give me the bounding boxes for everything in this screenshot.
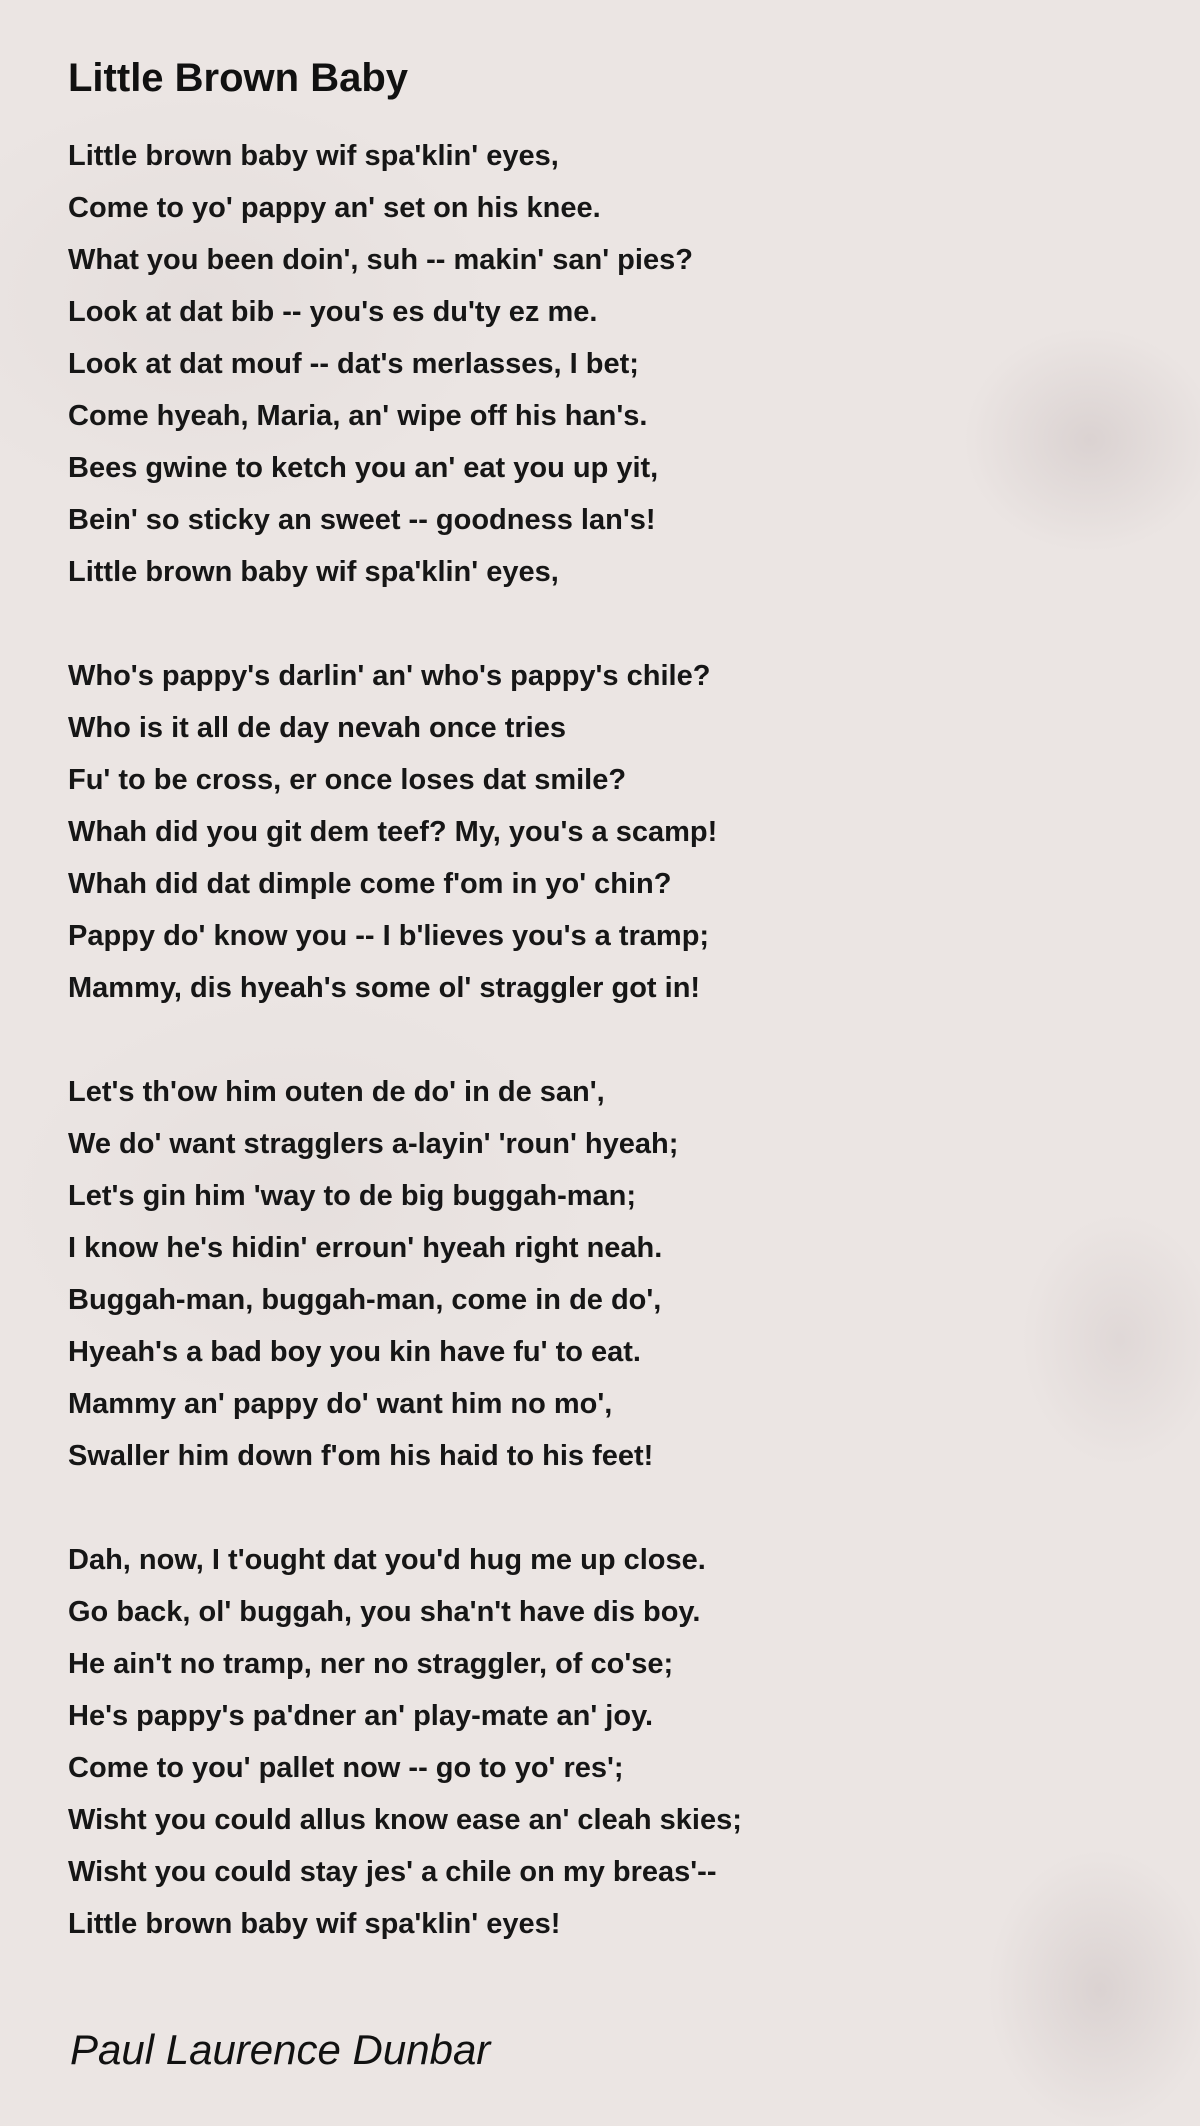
poem-line: Wisht you could stay jes' a chile on my breas'--: [68, 1856, 717, 1888]
poem-line: Mammy, dis hyeah's some ol' straggler got in!: [68, 972, 701, 1004]
poem-line: Go back, ol' buggah, you sha'n't have dis boy.: [68, 1596, 701, 1628]
poem-title: Little Brown Baby: [68, 56, 409, 100]
poem-line: Whah did you git dem teef? My, you's a scamp!: [68, 816, 718, 848]
poem-line: He ain't no tramp, ner no straggler, of co'se;: [68, 1648, 674, 1680]
poem-line: Pappy do' know you -- I b'lieves you's a tramp;: [68, 920, 710, 952]
poem-line: Come to yo' pappy an' set on his knee.: [68, 192, 601, 224]
poem-line: Who is it all de day nevah once tries: [68, 712, 566, 744]
poem-line: Little brown baby wif spa'klin' eyes!: [68, 1908, 561, 1940]
poem-line: Come to you' pallet now -- go to yo' res';: [68, 1752, 624, 1784]
poem-line: Look at dat bib -- you's es du'ty ez me.: [68, 296, 598, 328]
poem-line: Mammy an' pappy do' want him no mo',: [68, 1388, 613, 1420]
poem-line: I know he's hidin' erroun' hyeah right neah.: [68, 1232, 663, 1264]
poem-line: Whah did dat dimple come f'om in yo' chin?: [68, 868, 672, 900]
poem-container: [68, 52, 1068, 2002]
poem-line: Who's pappy's darlin' an' who's pappy's chile?: [68, 660, 711, 692]
poem-line: Bees gwine to ketch you an' eat you up yit,: [68, 452, 659, 484]
poem-line: What you been doin', suh -- makin' san' pies?: [68, 244, 693, 276]
poem-line: Bein' so sticky an sweet -- goodness lan's!: [68, 504, 656, 536]
poem-line: Dah, now, I t'ought dat you'd hug me up close.: [68, 1544, 706, 1576]
poem-author: Paul Laurence Dunbar: [70, 2026, 491, 2073]
stanza: [68, 130, 1068, 598]
poem-line: Hyeah's a bad boy you kin have fu' to eat.: [68, 1336, 641, 1368]
poem-line: Let's th'ow him outen de do' in de san',: [68, 1076, 605, 1108]
poem-line: Buggah-man, buggah-man, come in de do',: [68, 1284, 662, 1316]
poem-line: Fu' to be cross, er once loses dat smile?: [68, 764, 627, 796]
poem-line: Come hyeah, Maria, an' wipe off his han's.: [68, 400, 648, 432]
poem-line: Let's gin him 'way to de big buggah-man;: [68, 1180, 637, 1212]
poem-line: Swaller him down f'om his haid to his feet!: [68, 1440, 654, 1472]
stanza: [68, 1534, 1068, 1950]
poem-line: Wisht you could allus know ease an' cleah skies;: [68, 1804, 742, 1836]
stanza: [68, 650, 1068, 1014]
poem-line: Little brown baby wif spa'klin' eyes,: [68, 140, 559, 172]
poem-line: Little brown baby wif spa'klin' eyes,: [68, 556, 559, 588]
poem-line: Look at dat mouf -- dat's merlasses, I bet;: [68, 348, 639, 380]
stanza: [68, 1066, 1068, 1482]
poem-line: We do' want stragglers a-layin' 'roun' hyeah;: [68, 1128, 679, 1160]
poem-body: [68, 130, 1068, 1950]
poem-line: He's pappy's pa'dner an' play-mate an' joy.: [68, 1700, 654, 1732]
